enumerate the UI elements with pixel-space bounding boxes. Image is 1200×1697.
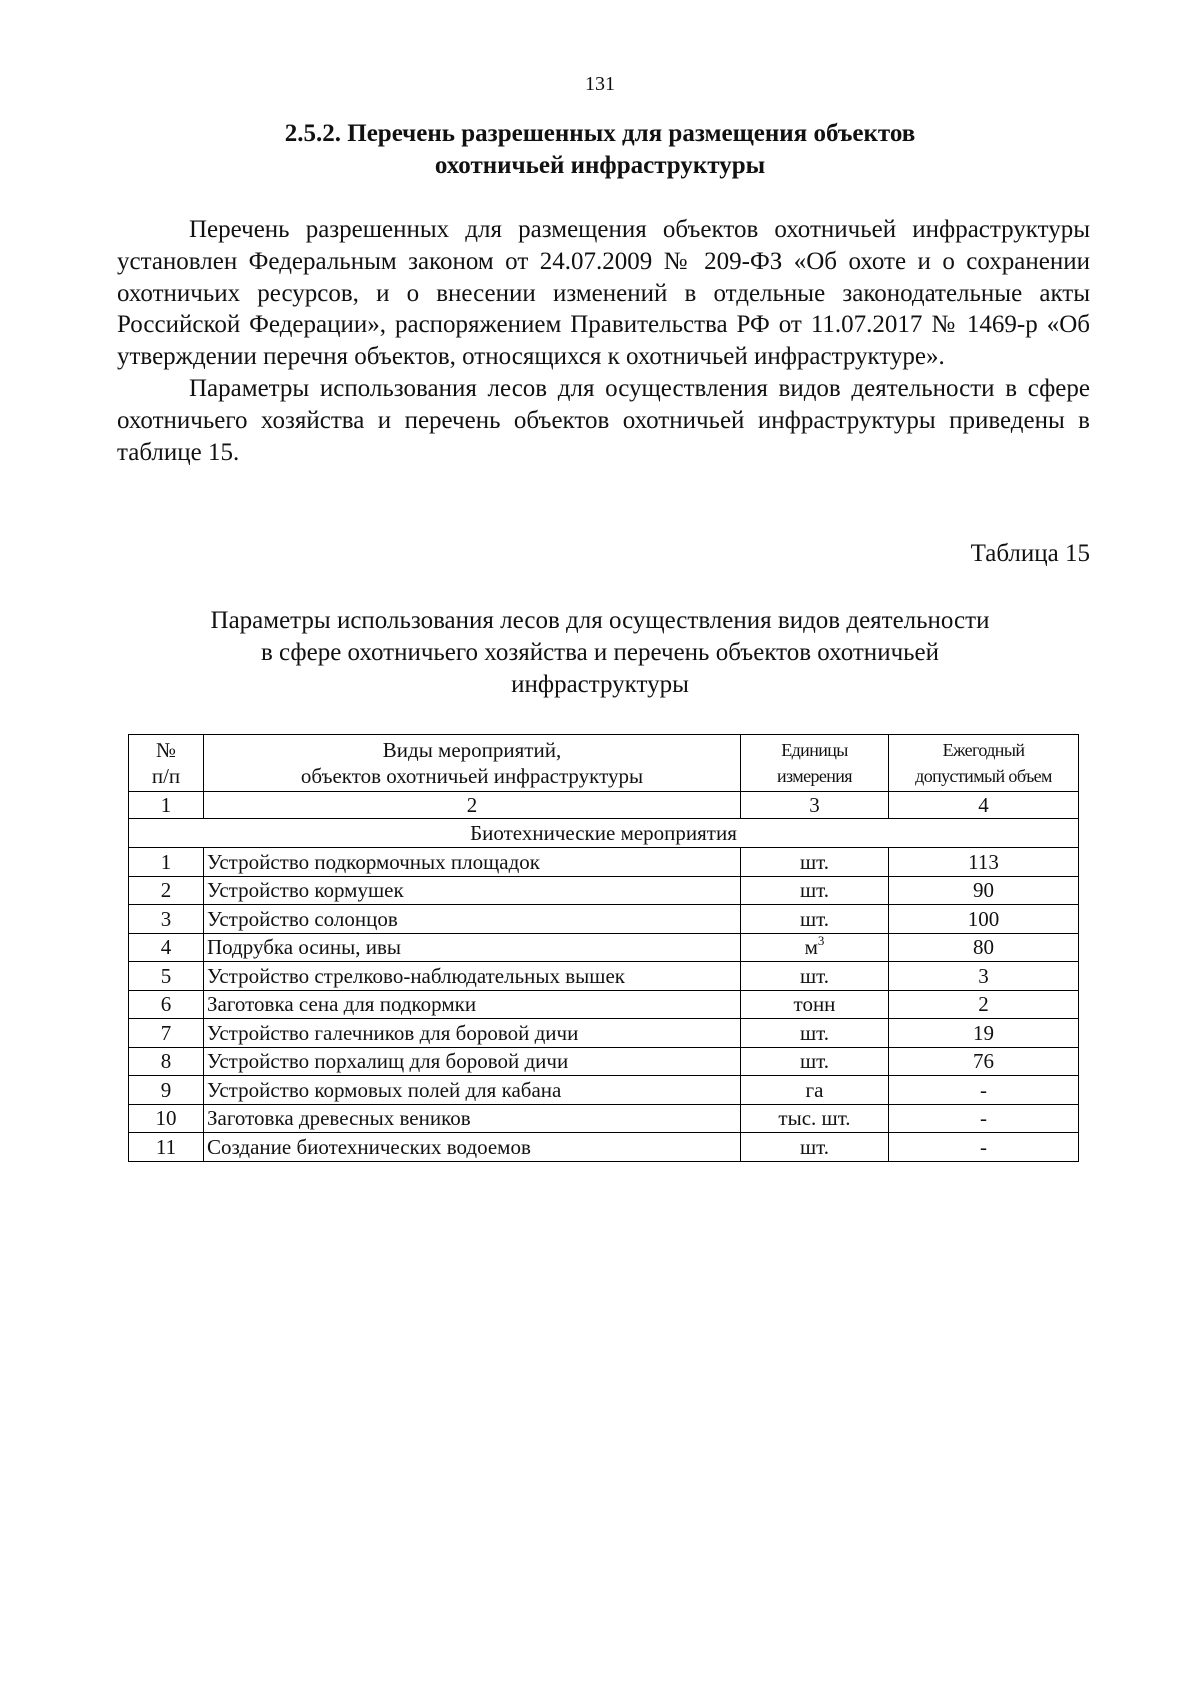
- cell-num: 7: [129, 1019, 204, 1048]
- header-text: объектов охотничьей инфраструктуры: [300, 764, 644, 788]
- cell-name: Устройство солонцов: [204, 905, 741, 934]
- table-row: [129, 848, 1079, 877]
- header-volume: [889, 735, 1079, 792]
- unit-text: шт.: [799, 1049, 830, 1074]
- table-row: [129, 905, 1079, 934]
- section-title-line: охотничьей инфраструктуры: [434, 152, 766, 179]
- unit-superscript: 3: [817, 933, 825, 949]
- cell-unit: [741, 1076, 889, 1105]
- table-row: [129, 933, 1079, 962]
- cell-volume: -: [889, 1133, 1079, 1162]
- cell-unit: [741, 1133, 889, 1162]
- cell-unit: [741, 1047, 889, 1076]
- unit-text: м: [804, 935, 818, 960]
- header-text: Виды мероприятий,: [382, 738, 562, 762]
- cell-name: Устройство подкормочных площадок: [204, 848, 741, 877]
- cell-num: 2: [129, 876, 204, 905]
- cell-volume: 80: [889, 933, 1079, 962]
- header-text: п/п: [151, 764, 181, 788]
- table-section-row: [129, 819, 1079, 848]
- table-row: [129, 1019, 1079, 1048]
- cell-unit: [741, 876, 889, 905]
- table-row: [129, 876, 1079, 905]
- table-caption: [100, 605, 1100, 701]
- cell-name: Заготовка древесных веников: [204, 1104, 741, 1133]
- header-unit: [741, 735, 889, 792]
- table-header-row: [129, 735, 1079, 792]
- cell-volume: 90: [889, 876, 1079, 905]
- cell-volume: 100: [889, 905, 1079, 934]
- cell-num: 11: [129, 1133, 204, 1162]
- table-row: [129, 1047, 1079, 1076]
- paragraph: Перечень разрешенных для размещения объектов охотничьей инфраструктуры установлен Федеральным законом от 24.07.2009 № 209-ФЗ «Об охоте и о сохранении охотничьих ресурсов, и о внесении изменений в отдельные законодательные акты Российской Федерации», распоряжением Правительства РФ от 11.07.2017 № 1469-р «Об утверждении перечня объектов, относящихся к охотничьей инфраструктуре».: [117, 216, 1090, 371]
- unit-text: га: [805, 1077, 824, 1102]
- table-row: [129, 990, 1079, 1019]
- table-row: [129, 1104, 1079, 1133]
- cell-name: Подрубка осины, ивы: [204, 933, 741, 962]
- table-row: [129, 962, 1079, 991]
- body-text: [117, 214, 1090, 468]
- unit-text: шт.: [799, 1134, 830, 1159]
- cell-volume: 2: [889, 990, 1079, 1019]
- column-number: 4: [889, 792, 1079, 819]
- cell-volume: 3: [889, 962, 1079, 991]
- table-caption-line: Параметры использования лесов для осуществления видов деятельности: [210, 607, 990, 634]
- cell-name: Устройство галечников для боровой дичи: [204, 1019, 741, 1048]
- column-number-row: [129, 792, 1079, 819]
- cell-name: Устройство кормовых полей для кабана: [204, 1076, 741, 1105]
- table-body: [129, 848, 1079, 1162]
- column-number: 1: [129, 792, 204, 819]
- table-label: Таблица 15: [970, 540, 1090, 567]
- cell-volume: 76: [889, 1047, 1079, 1076]
- table-caption-line: инфраструктуры: [511, 671, 689, 698]
- table-section-title: Биотехнические мероприятия: [129, 819, 1079, 848]
- unit-text: тыс. шт.: [778, 1106, 851, 1131]
- unit-text: шт.: [799, 1020, 830, 1045]
- cell-unit: [741, 905, 889, 934]
- table-row: [129, 1133, 1079, 1162]
- cell-name: Устройство порхалищ для боровой дичи: [204, 1047, 741, 1076]
- column-number: 3: [741, 792, 889, 819]
- header-text: №: [155, 738, 177, 762]
- cell-volume: -: [889, 1076, 1079, 1105]
- header-num: [129, 735, 204, 792]
- cell-num: 8: [129, 1047, 204, 1076]
- cell-num: 6: [129, 990, 204, 1019]
- header-text: Ежегодный: [942, 740, 1025, 760]
- cell-volume: -: [889, 1104, 1079, 1133]
- header-text: допустимый объем: [915, 766, 1052, 786]
- cell-name: Создание биотехнических водоемов: [204, 1133, 741, 1162]
- cell-num: 1: [129, 848, 204, 877]
- cell-unit: [741, 933, 889, 962]
- header-text: измерения: [776, 766, 852, 786]
- cell-num: 3: [129, 905, 204, 934]
- section-title: [150, 118, 1050, 182]
- cell-unit: [741, 962, 889, 991]
- unit-text: тонн: [793, 992, 836, 1017]
- unit-text: шт.: [799, 963, 830, 988]
- cell-name: Устройство стрелково-наблюдательных вышек: [204, 962, 741, 991]
- unit-text: шт.: [799, 878, 830, 903]
- cell-unit: [741, 848, 889, 877]
- unit-text: шт.: [799, 906, 830, 931]
- cell-unit: [741, 990, 889, 1019]
- unit-text: шт.: [799, 849, 830, 874]
- cell-name: Заготовка сена для подкормки: [204, 990, 741, 1019]
- header-text: Единицы: [781, 740, 848, 760]
- cell-unit: [741, 1019, 889, 1048]
- cell-num: 4: [129, 933, 204, 962]
- cell-volume: 113: [889, 848, 1079, 877]
- page-number: 131: [585, 73, 615, 95]
- column-number: 2: [204, 792, 741, 819]
- header-name: [204, 735, 741, 792]
- cell-num: 10: [129, 1104, 204, 1133]
- cell-num: 5: [129, 962, 204, 991]
- cell-num: 9: [129, 1076, 204, 1105]
- cell-volume: 19: [889, 1019, 1079, 1048]
- cell-unit: [741, 1104, 889, 1133]
- paragraph: Параметры использования лесов для осуществления видов деятельности в сфере охотничьего хозяйства и перечень объектов охотничьей инфраструктуры приведены в таблице 15.: [117, 374, 1090, 466]
- table-caption-line: в сфере охотничьего хозяйства и перечень объектов охотничьей: [260, 639, 940, 666]
- cell-name: Устройство кормушек: [204, 876, 741, 905]
- activities-table: [128, 734, 1079, 1162]
- section-title-line: 2.5.2. Перечень разрешенных для размещения объектов: [284, 120, 916, 147]
- table-row: [129, 1076, 1079, 1105]
